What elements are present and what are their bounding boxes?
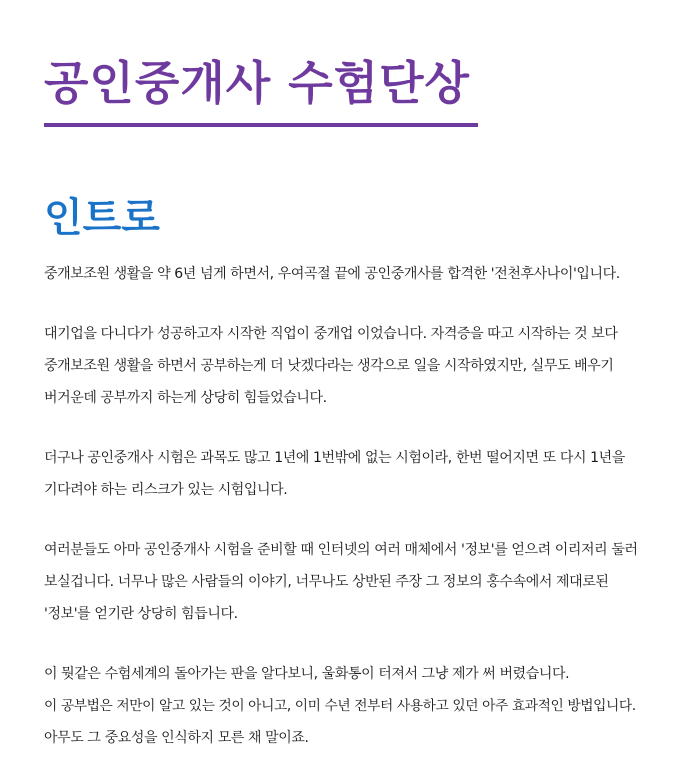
- title-underline: [44, 123, 478, 127]
- paragraph-line: 중개보조원 생활을 하면서 공부하는게 더 낫겠다라는 생각으로 일을 시작하였지만, 실무도 배우기: [44, 358, 614, 374]
- paragraph-line: 보실겁니다. 너무나 많은 사람들의 이야기, 너무나도 상반된 주장 그 정보의 홍수속에서 제대로된: [44, 574, 609, 590]
- paragraph-line: 이 뭣같은 수험세계의 돌아가는 판을 알다보니, 울화통이 터져서 그냥 제가 써 버렸습니다.: [44, 666, 570, 682]
- paragraph-line: 이 공부법은 저만이 알고 있는 것이 아니고, 이미 수년 전부터 사용하고 있던 아주 효과적인 방법입니다.: [44, 698, 636, 714]
- paragraph-4: [44, 534, 644, 630]
- paragraph-line: 중개보조원 생활을 약 6년 넘게 하면서, 우여곡절 끝에 공인중개사를 합격한 '전천후사나이'입니다.: [44, 266, 620, 282]
- paragraph-line: 아무도 그 중요성을 인식하지 모른 채 말이죠.: [44, 730, 309, 746]
- paragraph-3: [44, 442, 644, 506]
- page-title-container: [44, 48, 478, 118]
- section-heading-intro: 인트로: [44, 195, 160, 241]
- paragraph-line: 버거운데 공부까지 하는게 상당히 힘들었습니다.: [44, 390, 327, 406]
- paragraph-1: [44, 258, 644, 290]
- paragraph-line: 기다려야 하는 리스크가 있는 시험입니다.: [44, 482, 288, 498]
- paragraph-line: 대기업을 다니다가 성공하고자 시작한 직업이 중개업 이었습니다. 자격증을 따고 시작하는 것 보다: [44, 326, 618, 342]
- intro-body: [44, 258, 644, 782]
- paragraph-line: 더구나 공인중개사 시험은 과목도 많고 1년에 1번밖에 없는 시험이라, 한번 떨어지면 또 다시 1년을: [44, 450, 625, 466]
- page-title: 공인중개사 수험단상: [44, 56, 470, 110]
- paragraph-2: [44, 318, 644, 414]
- paragraph-5: [44, 658, 644, 754]
- paragraph-line: '정보'를 얻기란 상당히 힘듭니다.: [44, 606, 238, 622]
- paragraph-line: 여러분들도 아마 공인중개사 시험을 준비할 때 인터넷의 여러 매체에서 '정보'를 얻으려 이리저리 둘러: [44, 542, 638, 558]
